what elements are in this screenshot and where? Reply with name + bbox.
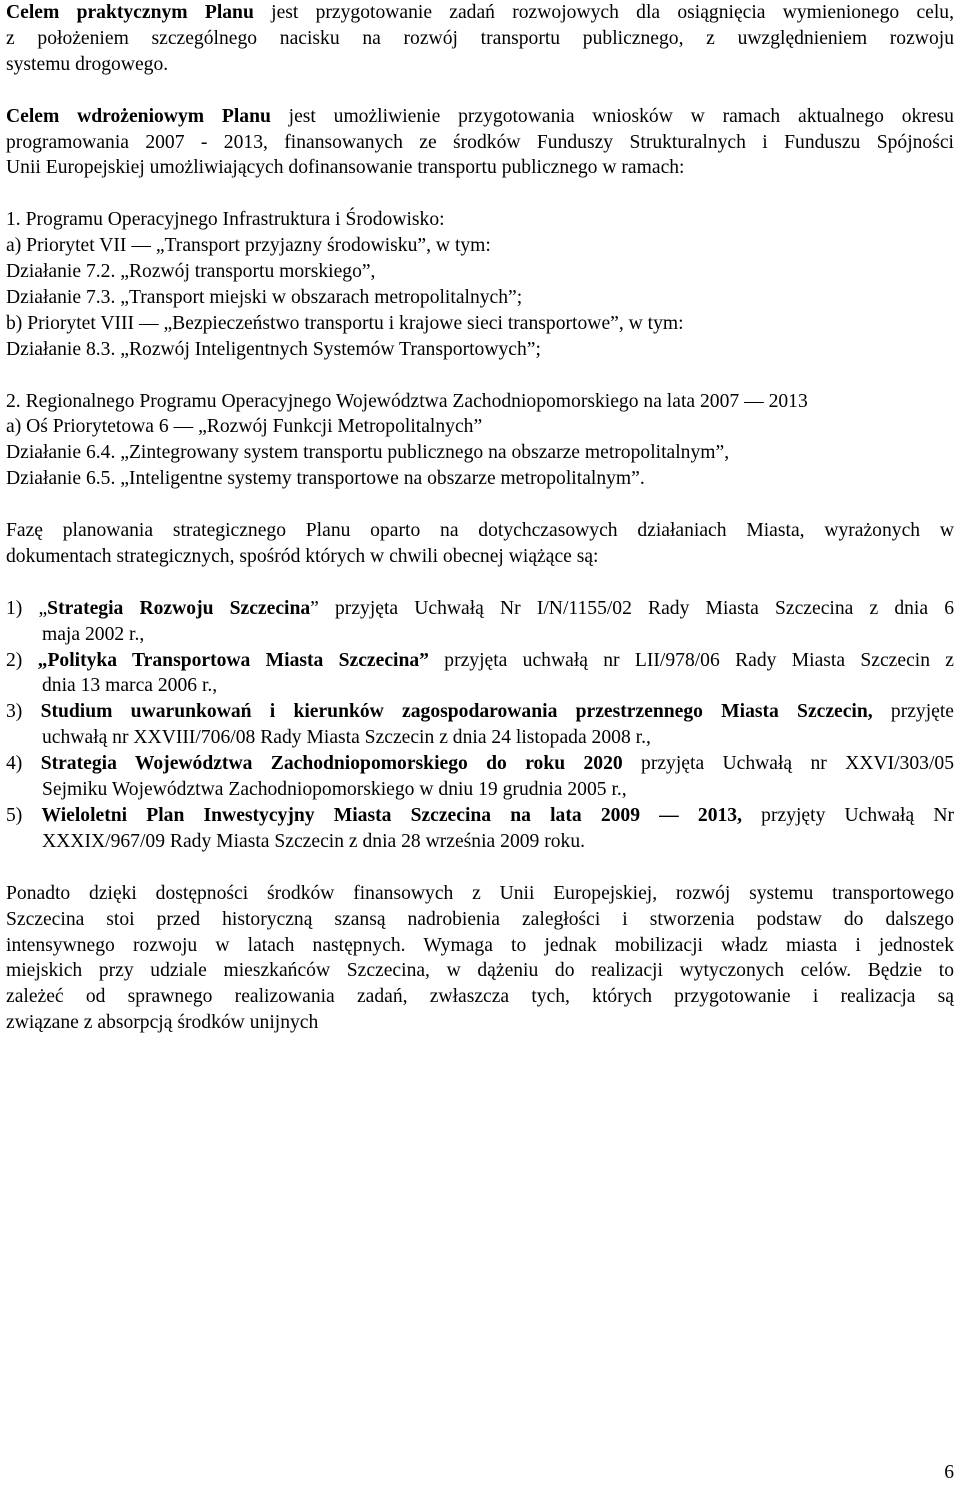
document-title: Wieloletni Plan Inwestycyjny Miasta Szczecina na lata 2009 ― 2013, (41, 805, 743, 827)
text-span: przyjęte (872, 701, 954, 723)
list-item (6, 699, 954, 751)
list-item (6, 596, 954, 648)
program-line: Działanie 7.2. „Rozwój transportu morskiego”, (6, 261, 376, 283)
text-span: jest umożliwienie przygotowania wniosków w ramach aktualnego okresu (270, 105, 954, 127)
text-line: Szczecina stoi przed historyczną szansą nadrobienia zaległości i stworzenia podstaw do dalszego (6, 908, 954, 930)
list-item (6, 751, 954, 803)
spacer (6, 570, 954, 596)
text-line: z położeniem szczególnego nacisku na rozwój transportu publicznego, z uwzględnieniem rozwoju (6, 27, 954, 49)
list-item-line (6, 803, 954, 829)
list-item (6, 648, 954, 700)
page-number: 6 (944, 1462, 954, 1483)
text-line (6, 0, 954, 26)
text-line: programowania 2007 - 2013, finansowanych ze środków Funduszy Strukturalnych i Funduszu Spójności (6, 131, 954, 153)
list-number: 4) (6, 753, 41, 775)
spacer (6, 363, 954, 389)
text-line: Unii Europejskiej umożliwiających dofinansowanie transportu publicznego w ramach: (6, 157, 685, 179)
spacer (6, 78, 954, 104)
text-line: Fazę planowania strategicznego Planu oparto na dotychczasowych działaniach Miasta, wyrażonych w (6, 520, 954, 542)
spacer (6, 855, 954, 881)
program-line: Działanie 8.3. „Rozwój Inteligentnych Systemów Transportowych”; (6, 338, 541, 360)
list-item-continuation: dnia 13 marca 2006 r., (42, 675, 218, 697)
list-item-continuation: uchwałą nr XXVIII/706/08 Rady Miasta Szczecin z dnia 24 listopada 2008 r., (42, 727, 651, 749)
list-item-line (6, 699, 954, 725)
text-span: ” przyjęta Uchwałą Nr I/N/1155/02 Rady Miasta Szczecina z dnia 6 (310, 597, 954, 619)
document-title: Strategia Województwa Zachodniopomorskiego do roku 2020 (40, 753, 623, 775)
program-list-1 (6, 207, 954, 362)
list-number: 1) (6, 597, 39, 619)
list-number: 2) (6, 649, 38, 671)
program-line: 1. Programu Operacyjnego Infrastruktura i Środowisko: (6, 209, 445, 231)
text-line: związane z absorpcją środków unijnych (6, 1012, 319, 1034)
text-span: przyjęty Uchwałą Nr (742, 805, 954, 827)
text-span: przyjęta uchwałą nr LII/978/06 Rady Miasta Szczecin z (428, 649, 955, 671)
list-item-continuation: Sejmiku Województwa Zachodniopomorskiego w dniu 19 grudnia 2005 r., (42, 779, 627, 801)
program-line: 2. Regionalnego Programu Operacyjnego Województwa Zachodniopomorskiego na lata 2007 ― 2013 (6, 390, 808, 412)
quote-mark: „ (38, 597, 48, 619)
paragraph-conclusion (6, 881, 954, 1036)
strategic-documents-list (6, 596, 954, 855)
list-item-continuation: XXXIX/967/09 Rady Miasta Szczecin z dnia 28 września 2009 roku. (42, 830, 586, 852)
document-page (6, 0, 954, 1036)
bold-term: Celem praktycznym Planu (6, 2, 254, 23)
program-line: a) Oś Priorytetowa 6 ― „Rozwój Funkcji Metropolitalnych” (6, 416, 483, 438)
text-line: zależeć od sprawnego realizowania zadań, zwłaszcza tych, których przygotowanie i realizacja są (6, 986, 954, 1008)
text-line: dokumentach strategicznych, spośród których w chwili obecnej wiążące są: (6, 545, 599, 567)
program-line: b) Priorytet VIII ― „Bezpieczeństwo transportu i krajowe sieci transportowe”, w tym: (6, 312, 684, 334)
text-line (6, 104, 954, 130)
program-line: Działanie 6.4. „Zintegrowany system transportu publicznego na obszarze metropolitalnym”, (6, 442, 730, 464)
text-span: przyjęta Uchwałą nr XXVI/303/05 (622, 753, 954, 775)
spacer (6, 181, 954, 207)
document-title: Strategia Rozwoju Szczecina (47, 597, 311, 619)
bold-term: Celem wdrożeniowym Planu (6, 105, 271, 127)
list-number: 5) (6, 805, 42, 827)
text-line: Ponadto dzięki dostępności środków finansowych z Unii Europejskiej, rozwój systemu transportowego (6, 882, 954, 904)
list-item-line (6, 751, 954, 777)
list-item-continuation: maja 2002 r., (42, 623, 145, 645)
text-line: miejskich przy udziale mieszkańców Szczecina, w dążeniu do realizacji wytyczonych celów. Będzie to (6, 960, 954, 982)
program-line: Działanie 7.3. „Transport miejski w obszarach metropolitalnych”; (6, 286, 523, 308)
program-line: Działanie 6.5. „Inteligentne systemy transportowe na obszarze metropolitalnym”. (6, 468, 645, 490)
list-item (6, 803, 954, 855)
paragraph-practical-goal (6, 0, 954, 78)
program-line: a) Priorytet VII ― „Transport przyjazny środowisku”, w tym: (6, 235, 491, 257)
document-title: Studium uwarunkowań i kierunków zagospodarowania przestrzennego Miasta Szczecin, (40, 701, 873, 723)
text-line: systemu drogowego. (6, 53, 169, 75)
list-item-line (6, 596, 954, 622)
list-item-line (6, 648, 954, 674)
text-line: intensywnego rozwoju w latach następnych. Wymaga to jednak mobilizacji władz miasta i jednostek (6, 934, 954, 956)
spacer (6, 492, 954, 518)
paragraph-strategic-phase (6, 518, 954, 570)
list-number: 3) (6, 701, 41, 723)
document-title: „Polityka Transportowa Miasta Szczecina” (37, 649, 429, 671)
program-list-2 (6, 389, 954, 493)
paragraph-implementation-goal (6, 104, 954, 182)
text-span: jest przygotowanie zadań rozwojowych dla osiągnięcia wymienionego celu, (253, 2, 954, 23)
